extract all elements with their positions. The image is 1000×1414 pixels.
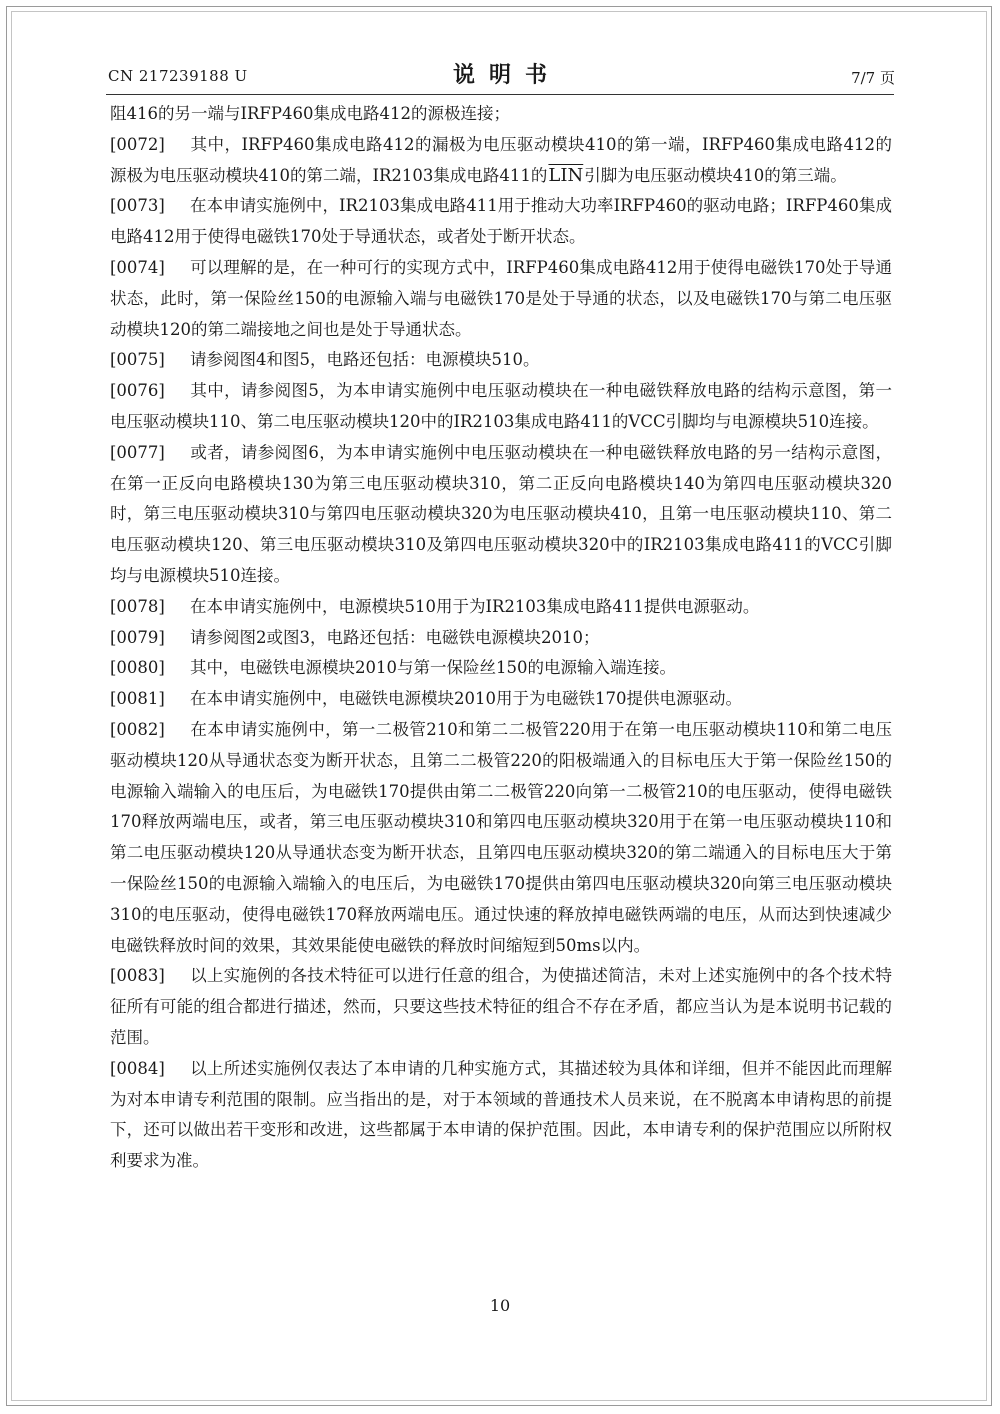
paragraph-number: [0073]	[110, 196, 165, 216]
paragraph-text: 在本申请实施例中，第一二极管210和第二二极管220用于在第一电压驱动模块110和第二电压驱动模块120从导通状态变为断开状态，且第二二极管220的阳极端通入的目标电压大于第一保险丝150的电源输入端输入的电压后，为电磁铁170提供由第二二极管220向第一二极管210的电压驱动，使得电磁铁170释放两端电压，或者，第三电压驱动模块310和第四电压驱动模块320用于在第一电压驱动模块110和第二电压驱动模块120从导通状态变为断开状态，且第四电压驱动模块320的第二端通入的目标电压大于第一保险丝150的电源输入端输入的电压后，为电磁铁170提供由第四电压驱动模块320向第三电压驱动模块310的电压驱动，使得电磁铁170释放两端电压。通过快速的释放掉电磁铁两端的电压，从而达到快速减少电磁铁释放时间的效果，其效果能使电磁铁的释放时间缩短到50ms以内。	[110, 719, 892, 955]
page-indicator: 7/7 页	[851, 69, 895, 87]
paragraph-number: [0084]	[110, 1058, 165, 1078]
paragraph-0078	[110, 592, 892, 623]
paragraph-0077	[110, 438, 892, 592]
paragraph-number: [0072]	[110, 134, 165, 154]
paragraph-text: 以上实施例的各技术特征可以进行任意的组合，为使描述简洁，未对上述实施例中的各个技术特征所有可能的组合都进行描述，然而，只要这些技术特征的组合不存在矛盾，都应当认为是本说明书记载的范围。	[110, 966, 892, 1047]
footer-page-number: 10	[489, 1296, 511, 1315]
paragraph-text: 可以理解的是，在一种可行的实现方式中，IRFP460集成电路412用于使得电磁铁170处于导通状态，此时，第一保险丝150的电源输入端与电磁铁170是处于导通的状态，以及电磁铁170与第二电压驱动模块120的第二端接地之间也是处于导通状态。	[110, 257, 892, 339]
paragraph-number: [0082]	[110, 719, 165, 739]
paragraph-text-tail: 引脚为电压驱动模块410的第三端。	[584, 165, 847, 185]
paragraph-number: [0075]	[110, 350, 165, 370]
paragraph-text: 请参阅图4和图5，电路还包括：电源模块510。	[190, 350, 540, 370]
paragraph-text: 请参阅图2或图3，电路还包括：电磁铁电源模块2010；	[190, 627, 600, 647]
paragraph-number: [0077]	[110, 442, 165, 462]
paragraph-number: [0074]	[110, 257, 165, 277]
paragraph-text: 以上所述实施例仅表达了本申请的几种实施方式，其描述较为具体和详细，但并不能因此而理解为对本申请专利范围的限制。应当指出的是，对于本领域的普通技术人员来说，在不脱离本申请构思的前提下，还可以做出若干变形和改进，这些都属于本申请的保护范围。因此，本申请专利的保护范围应以所附权利要求为准。	[110, 1058, 892, 1171]
paragraph-text: 其中，电磁铁电源模块2010与第一保险丝150的电源输入端连接。	[190, 658, 676, 678]
paragraph-0080	[110, 653, 892, 684]
paragraph-number: [0078]	[110, 596, 165, 616]
page-title: 说明书	[452, 62, 561, 88]
paragraph-text: 或者，请参阅图6，为本申请实施例中电压驱动模块在一种电磁铁释放电路的另一结构示意图，在第一正反向电路模块130为第三电压驱动模块310，第二正反向电路模块140为第四电压驱动模块320时，第三电压驱动模块310与第四电压驱动模块320为电压驱动模块410，且第一电压驱动模块110、第二电压驱动模块120、第三电压驱动模块310及第四电压驱动模块320中的IR2103集成电路411的VCC引脚均与电源模块510连接。	[110, 442, 892, 585]
header-rule	[106, 94, 894, 95]
paragraph-text: 在本申请实施例中，电源模块510用于为IR2103集成电路411提供电源驱动。	[190, 596, 760, 616]
paragraph-continuation	[110, 99, 892, 130]
paragraph-0076	[110, 376, 892, 438]
paragraph-text: 阻416的另一端与IRFP460集成电路412的源极连接；	[110, 104, 510, 123]
paragraph-0075	[110, 345, 892, 376]
paragraph-number: [0083]	[110, 966, 165, 986]
paragraph-text: 在本申请实施例中，电磁铁电源模块2010用于为电磁铁170提供电源驱动。	[190, 689, 742, 709]
paragraph-0079	[110, 623, 892, 654]
paragraph-0082	[110, 715, 892, 961]
paragraph-number: [0081]	[110, 689, 165, 709]
paragraph-0083	[110, 961, 892, 1053]
paragraph-text: 在本申请实施例中，IR2103集成电路411用于推动大功率IRFP460的驱动电路；IRFP460集成电路412用于使得电磁铁170处于导通状态，或者处于断开状态。	[110, 196, 892, 247]
paragraph-0084	[110, 1054, 892, 1177]
paragraph-number: [0079]	[110, 627, 165, 647]
paragraph-text: 其中，IRFP460集成电路412的漏极为电压驱动模块410的第一端，IRFP460集成电路412的源极为电压驱动模块410的第二端，IR2103集成电路411的	[110, 134, 892, 185]
paragraph-0074	[110, 253, 892, 345]
paragraph-number: [0076]	[110, 381, 165, 401]
paragraph-0073	[110, 191, 892, 253]
document-body	[110, 99, 892, 1177]
paragraph-number: [0080]	[110, 658, 165, 678]
publication-number: CN 217239188 U	[108, 67, 248, 85]
paragraph-0072	[110, 130, 892, 192]
lin-pin-overline: $\overline{LIN}$	[548, 164, 584, 186]
paragraph-0081	[110, 684, 892, 715]
paragraph-text: 其中，请参阅图5，为本申请实施例中电压驱动模块在一种电磁铁释放电路的结构示意图，第一电压驱动模块110、第二电压驱动模块120中的IR2103集成电路411的VCC引脚均与电源模块510连接。	[110, 381, 892, 431]
